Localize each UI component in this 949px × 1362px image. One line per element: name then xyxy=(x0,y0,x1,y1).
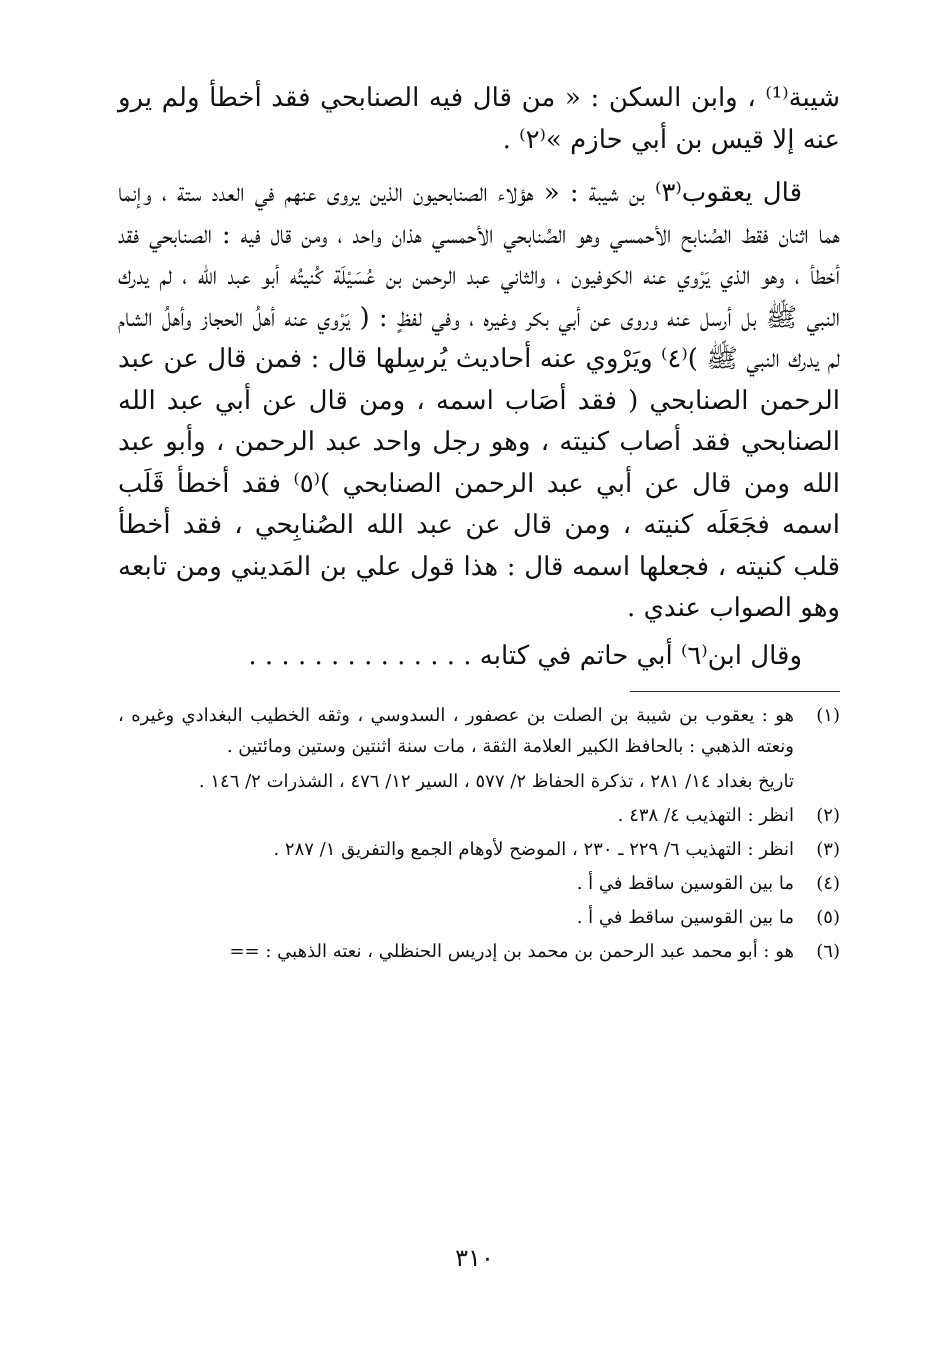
footnote-text: ما بين القوسين ساقط في أ . xyxy=(576,907,794,928)
footnote-number: (٣) xyxy=(816,839,840,860)
paragraph-1: شيبة⁽¹⁾ ، وابن السكن : « من قال فيه الصنابحي فقد أخطأ ولم يرو عنه إلا قيس بن أبي حازم »⁽٢⁾ . xyxy=(118,83,840,155)
footnote-6 xyxy=(118,936,840,967)
footnote-2 xyxy=(118,800,840,831)
book-page xyxy=(118,78,840,1318)
footnote-separator xyxy=(630,691,840,692)
footnote-3 xyxy=(118,834,840,865)
paragraph-3-text: وقال ابن⁽٦⁾ أبي حاتم في كتابه xyxy=(479,640,802,671)
footnote-number: (١) xyxy=(816,705,840,726)
footnote-text-main: هو : يعقوب بن شيبة بن الصلت بن عصفور ، السدوسي ، وثقه الخطيب البغدادي وغيره ، ونعته الذهبي : بالحافظ الكبير العلامة الثقة ، مات سنة اثنتين وستين ومائتين . xyxy=(118,705,794,757)
footnotes xyxy=(118,700,840,967)
footnote-text: هو : أبو محمد عبد الرحمن بن محمد بن إدريس الحنظلي ، نعته الذهبي : == xyxy=(229,941,794,962)
footnote-1 xyxy=(118,700,840,797)
footnote-text xyxy=(118,700,794,797)
footnote-5 xyxy=(118,902,840,933)
paragraph-3 xyxy=(118,636,840,678)
footnote-text: انظر : التهذيب ٦/ ٢٢٩ ـ ٢٣٠ ، الموضح لأوهام الجمع والتفريق ١/ ٢٨٧ . xyxy=(273,839,794,860)
page-number: ٣١٠ xyxy=(455,1244,494,1272)
footnote-4 xyxy=(118,868,840,899)
paragraph-2: قال يعقوب⁽٣⁾ بن شيبة : « هؤلاء الصنابحيون الذين يروى عنهم في العدد ستة ، وإنما هما اثنان فقط الصُنابح الأحمسي وهو الصُنابحي الأحمسي هذان واحد ، ومن قال فيه : الصنابحي فقد أخطأ ، وهو الذي يَرْوي عنه الكوفيون ، والثاني عبد الرحمن بن عُسَيْلَة كُنيتُه أبو عبد الله ، لم يدرك النبي ﷺ بل أرسل عنه وروى عن أبي بكر وغيره ، وفي لفظٍ : ( يَرْوي عنه أهلُ الحجاز وأهلُ الشام لم يدرك النبي ﷺ )⁽٤⁾ ويَرْوي عنه أحاديث يُرسِلها قال : فمن قال عن عبد الرحمن الصنابحي ( فقد أصَاب اسمه ، ومن قال عن أبي عبد الله الصنابحي فقد أصاب كنيته ، وهو رجل واحد عبد الرحمن ، وأبو عبد الله ومن قال عن أبي عبد الرحمن الصنابحي )⁽٥⁾ فقد أخطأ قَلَب اسمه فجَعَلَه كنيته ، ومن قال عن عبد الله الصُنابِحي ، فقد أخطأ قلب كنيته ، فجعلها اسمه قال : هذا قول علي بن المَديني ومن تابعه وهو الصواب عندي . xyxy=(118,178,841,623)
footnote-number: (٢) xyxy=(816,805,840,826)
continuation-dots: . . . . . . . . . . . . . . xyxy=(248,640,472,671)
footnote-sources: تاريخ بغداد ١٤/ ٢٨١ ، تذكرة الحفاظ ٢/ ٥٧٧ ، السير ١٢/ ٤٧٦ ، الشذرات ٢/ ١٤٦ . xyxy=(198,771,794,792)
footnote-text: انظر : التهذيب ٤/ ٤٣٨ . xyxy=(617,805,794,826)
footnote-number: (٤) xyxy=(816,873,840,894)
footnote-text: ما بين القوسين ساقط في أ . xyxy=(576,873,794,894)
footnote-number: (٦) xyxy=(816,941,840,962)
footnote-number: (٥) xyxy=(816,907,840,928)
